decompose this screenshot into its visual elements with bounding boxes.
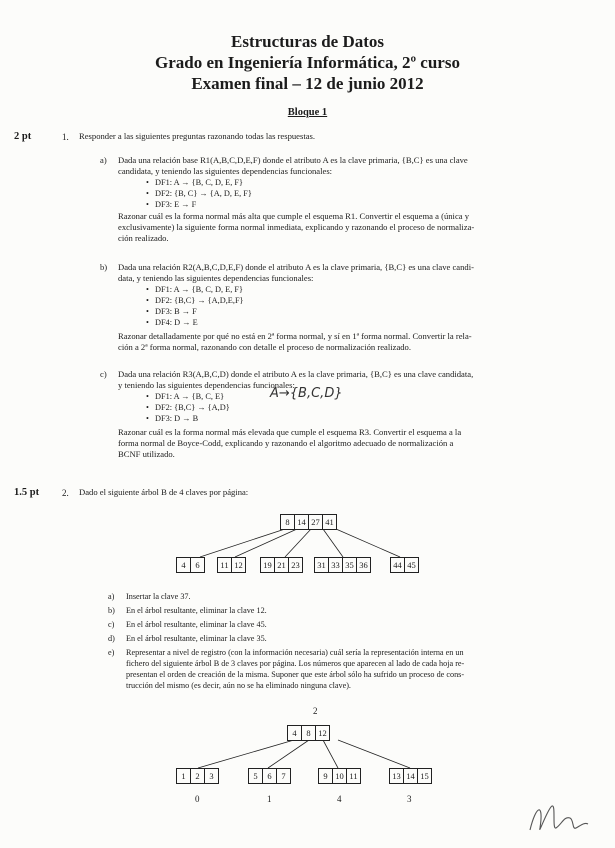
tree2-leaf-key: 13	[390, 769, 404, 783]
tree1-leaf-key: 6	[195, 560, 200, 570]
tree1-leaf-key: 35	[343, 558, 357, 572]
q1c-text-1: Dada una relación R3(A,B,C,D) donde el atributo A es la clave primaria, {B,C} es una clave candidata,	[118, 369, 474, 379]
q1b-after-1: Razonar detalladamente por qué no está en 2ª forma normal, y sí en 1ª forma normal. Convertir la rela-	[118, 331, 472, 341]
tree2-leaf-key: 11	[349, 771, 358, 781]
q1b-dep-4: • DF4: D → E	[146, 318, 198, 327]
q1a-after-2: exclusivamente) la siguiente forma normal inmediata, explicando y razonando el proceso de normaliza-	[118, 222, 475, 232]
q1b-text-2: data, y teniendo las siguientes dependencias funcionales:	[118, 273, 314, 283]
tree1-root-key: 41	[325, 517, 334, 527]
tree2-root-key: 8	[302, 726, 316, 740]
tree2-leaf-key: 10	[333, 769, 347, 783]
q1c-label: c)	[100, 369, 107, 379]
q2e-line-4: trucción del mismo (es decir, aún no se ha eliminado ninguna clave).	[126, 681, 351, 690]
block-title: Bloque 1	[287, 107, 328, 118]
tree1-root-key: 14	[295, 515, 309, 529]
tree1-leaf-key: 21	[275, 558, 289, 572]
q1b-dep-1: • DF1: A → {B, C, D, E, F}	[146, 285, 243, 294]
q2e-line-1: Representar a nivel de registro (con la información necesaria) cuál sería la representación interna en un	[126, 648, 464, 657]
tree1-edge-2	[285, 529, 311, 557]
tree1-leaf-2	[260, 557, 303, 573]
exam-subject: Estructuras de Datos	[231, 32, 384, 51]
tree2-root-key: 4	[288, 726, 302, 740]
tree1-edge-0	[200, 529, 285, 557]
tree2-edge-3	[338, 740, 410, 768]
tree1-root-key: 27	[309, 515, 323, 529]
tree2-root-order: 2	[313, 706, 318, 716]
tree1-leaf-key: 45	[407, 560, 416, 570]
q1c-dep-3: • DF3: D → B	[146, 414, 199, 423]
tree2-leaf-key: 5	[249, 769, 263, 783]
q2e-line-2: fichero del siguiente árbol B de 3 claves por página. Los números que aparecen al lado de cada hoja re-	[126, 659, 465, 668]
tree2-leaf-2	[318, 768, 361, 784]
q1c-text-2: y teniendo las siguientes dependencias funcionales:	[118, 380, 295, 390]
tree2-leaf-key: 9	[319, 769, 333, 783]
tree2-root-node	[287, 725, 330, 741]
tree1-leaf-key: 4	[177, 558, 191, 572]
q1a-label: a)	[100, 155, 107, 165]
tree2-leaf-0	[176, 768, 219, 784]
q1a-text-1: Dada una relación base R1(A,B,C,D,E,F) donde el atributo A es la clave primaria, {B,C} es una clave	[118, 155, 468, 165]
q2-number: 2.	[62, 488, 69, 498]
q1-number: 1.	[62, 132, 69, 142]
q1b-dep-3: • DF3: B → F	[146, 307, 197, 316]
q1b-dep-2: • DF2: {B,C} → {A,D,E,F}	[146, 296, 244, 305]
q2e-label: e)	[108, 648, 115, 657]
tree2-root-key: 12	[318, 728, 327, 738]
q1-intro: Responder a las siguientes preguntas razonando todas las respuestas.	[79, 131, 316, 141]
tree2-leaf-key: 15	[420, 771, 429, 781]
q1b-text-1: Dada una relación R2(A,B,C,D,E,F) donde el atributo A es la clave primaria, {B,C} es una clave candi-	[118, 262, 474, 272]
q2-points: 1.5 pt	[14, 487, 40, 498]
tree2-leaf-3	[389, 768, 432, 784]
tree1-leaf-0	[176, 557, 205, 573]
q2-intro: Dado el siguiente árbol B de 4 claves por página:	[79, 487, 249, 497]
tree2-edge-1	[268, 740, 309, 768]
q1b-label: b)	[100, 262, 108, 272]
q1a-dep-2: • DF2: {B, C} → {A, D, E, F}	[146, 189, 252, 198]
exam-degree: Grado en Ingeniería Informática, 2º curso	[155, 53, 460, 72]
tree2-leaf-key: 2	[191, 769, 205, 783]
q1b-after-2: ción a 2ª forma normal, razonando con detalle el proceso de normalización realizado.	[118, 342, 411, 352]
q1a-after-1: Razonar cuál es la forma normal más alta que cumple el esquema R1. Convertir el esquema a (única y	[118, 211, 470, 221]
tree1-edge-3	[323, 529, 343, 557]
tree1-leaf-1	[217, 557, 246, 573]
tree1-leaf-4	[390, 557, 419, 573]
q1c-after-3: BCNF utilizado.	[118, 449, 175, 459]
tree2-leaf-key: 7	[281, 771, 286, 781]
tree2-leaf-order: 0	[195, 794, 200, 804]
tree1-leaf-3	[314, 557, 371, 573]
tree2-leaf-key: 1	[177, 769, 191, 783]
tree1-leaf-key: 11	[218, 558, 232, 572]
tree2-leaf-order: 3	[407, 794, 412, 804]
q2a-text: Insertar la clave 37.	[126, 592, 191, 601]
q1c-handwritten-note: A→{B,C,D}	[270, 386, 343, 401]
tree1-leaf-key: 44	[391, 558, 405, 572]
q1c-after-2: forma normal de Boyce-Codd, explicando y razonando el algoritmo adecuado de normalización a	[118, 438, 454, 448]
tree2-leaf-order: 4	[337, 794, 342, 804]
tree2-leaf-key: 6	[263, 769, 277, 783]
q1c-dep-1: • DF1: A → {B, C, E}	[146, 392, 225, 401]
q2b-text: En el árbol resultante, eliminar la clave 12.	[126, 606, 267, 615]
handwritten-signature	[526, 800, 596, 840]
q2a-label: a)	[108, 592, 115, 601]
q2c-text: En el árbol resultante, eliminar la clave 45.	[126, 620, 267, 629]
exam-title: Examen final – 12 de junio 2012	[191, 74, 424, 93]
tree1-leaf-key: 23	[291, 560, 300, 570]
tree2-edge-0	[198, 740, 294, 768]
q1a-after-3: ción realizado.	[118, 233, 169, 243]
q1-points: 2 pt	[14, 131, 32, 142]
tree1-leaf-key: 31	[315, 558, 329, 572]
q2d-text: En el árbol resultante, eliminar la clave 35.	[126, 634, 267, 643]
q2e-line-3: presentan el orden de creación de la misma. Suponer que este árbol sólo ha sufrido un proceso de cons-	[126, 670, 465, 679]
q1a-dep-1: • DF1: A → {B, C, D, E, F}	[146, 178, 243, 187]
tree1-root-node	[280, 514, 337, 530]
tree1-root-key: 8	[281, 515, 295, 529]
tree2-leaf-order: 1	[267, 794, 272, 804]
tree1-leaf-key: 36	[359, 560, 368, 570]
q2b-label: b)	[108, 606, 115, 615]
tree2-leaf-1	[248, 768, 291, 784]
tree2-leaf-key: 3	[209, 771, 214, 781]
q1c-dep-2: • DF2: {B,C} → {A,D}	[146, 403, 230, 412]
tree2-leaf-key: 14	[404, 769, 418, 783]
q1a-text-2: candidata, y teniendo las siguientes dependencias funcionales:	[118, 166, 333, 176]
q1a-dep-3: • DF3: E → F	[146, 200, 197, 209]
q2c-label: c)	[108, 620, 115, 629]
tree1-edge-1	[235, 529, 297, 557]
tree1-leaf-key: 19	[261, 558, 275, 572]
tree2-edge-2	[323, 740, 338, 768]
tree1-leaf-key: 33	[329, 558, 343, 572]
q2d-label: d)	[108, 634, 115, 643]
tree1-edge-4	[336, 529, 400, 557]
tree1-leaf-key: 12	[234, 560, 243, 570]
q1c-after-1: Razonar cuál es la forma normal más elevada que cumple el esquema R3. Convertir el esquema a la	[118, 427, 462, 437]
